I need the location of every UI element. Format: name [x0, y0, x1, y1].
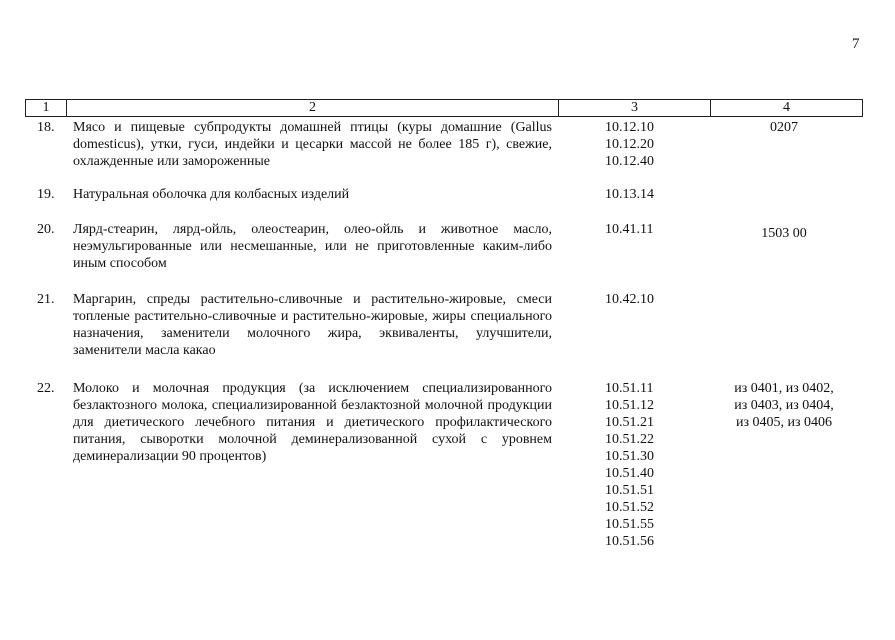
row-number: 19.: [37, 187, 55, 202]
okpd-codes: [605, 119, 654, 170]
product-name: Маргарин, спреды растительно-сливочные и растительно-жировые, смеси топленые растительно-сливочные и растительно-жировые, жиры специального назначения, заменители молочного жира, эквиваленты, улучшители, заменители масла какао: [73, 292, 552, 358]
okpd-code: 10.12.20: [605, 137, 654, 152]
okpd-code: 10.51.11: [605, 381, 654, 396]
okpd-code: 10.13.14: [605, 187, 654, 202]
header-col-2: 2: [67, 100, 559, 116]
okpd-code: 10.51.12: [605, 398, 654, 413]
tnved-codes: [711, 380, 857, 431]
okpd-code: 10.51.22: [605, 432, 654, 447]
tnved-code: из 0405, из 0406: [735, 415, 833, 430]
header-col-4: 4: [783, 100, 790, 115]
header-col-1: 1: [26, 100, 67, 116]
okpd-code: 10.12.10: [605, 120, 654, 135]
tnved-codes: [711, 225, 857, 242]
header-col-3: 3: [559, 100, 711, 116]
product-name: Мясо и пищевые субпродукты домашней птицы (куры домашние (Gallus domesticus), утки, гуси, индейки и цесарки массой не более 185 г), свежие, охлажденные или замороженные: [73, 120, 552, 169]
okpd-code: 10.51.52: [605, 500, 654, 515]
okpd-code: 10.41.11: [605, 222, 654, 237]
row-number: 21.: [37, 292, 55, 307]
tnved-code: из 0403, из 0404,: [734, 398, 834, 413]
product-name: Натуральная оболочка для колбасных изделий: [73, 187, 350, 202]
tnved-codes: [711, 119, 857, 136]
tnved-code: 1503 00: [761, 226, 807, 241]
okpd-code: 10.51.56: [605, 534, 654, 549]
okpd-codes: [605, 186, 654, 203]
tnved-code: 0207: [770, 120, 798, 135]
okpd-codes: [605, 380, 654, 550]
okpd-code: 10.51.40: [605, 466, 654, 481]
okpd-code: 10.51.55: [605, 517, 654, 532]
product-name: Лярд-стеарин, лярд-ойль, олеостеарин, олео-ойль и животное масло, неэмульгированные или несмешанные, или не приготовленные каким-либо иным способом: [73, 222, 552, 271]
product-name: Молоко и молочная продукция (за исключением специализированного безлактозного молока, специализированной безлактозной молочной продукции для диетического лечебного питания и диетического профилактического питания, сыворотки молочной деминерализованной сухой с уровнем деминерализации 90 процентов): [73, 381, 552, 464]
okpd-codes: [605, 291, 654, 308]
page-number: 7: [852, 36, 860, 52]
table-header: [25, 99, 863, 117]
row-number: 18.: [37, 120, 55, 135]
row-number: 22.: [37, 381, 55, 396]
okpd-code: 10.42.10: [605, 292, 654, 307]
tnved-code: из 0401, из 0402,: [734, 381, 834, 396]
okpd-code: 10.51.21: [605, 415, 654, 430]
okpd-code: 10.51.51: [605, 483, 654, 498]
okpd-codes: [605, 221, 653, 238]
okpd-code: 10.51.30: [605, 449, 654, 464]
okpd-code: 10.12.40: [605, 154, 654, 169]
row-number: 20.: [37, 222, 55, 237]
